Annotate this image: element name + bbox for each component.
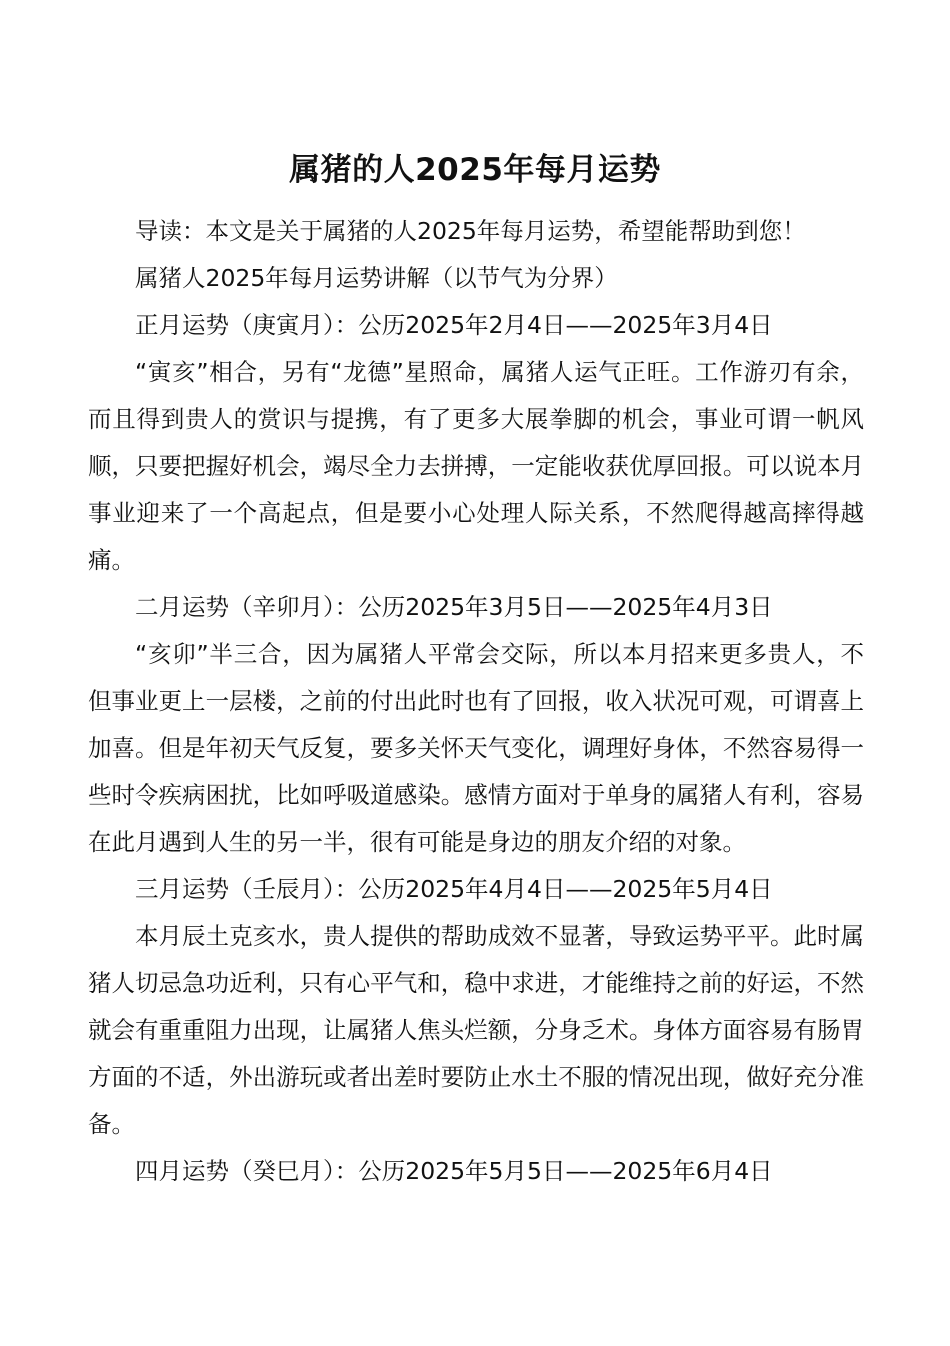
section-heading-month-1: 正月运势（庚寅月）：公历2025年2月4日——2025年3月4日 bbox=[135, 311, 773, 339]
subtitle-paragraph: 属猪人2025年每月运势讲解（以节气为分界） bbox=[135, 264, 618, 292]
intro-paragraph: 导读：本文是关于属猪的人2025年每月运势，希望能帮助到您！ bbox=[135, 217, 806, 245]
section-body-month-2: “亥卯”半三合，因为属猪人平常会交际，所以本月招来更多贵人，不但事业更上一层楼，之前的付出此时也有了回报，收入状况可观，可谓喜上加喜。但是年初天气反复，要多关怀天气变化，调理好身体，不然容易得一些时令疾病困扰，比如呼吸道感染。感情方面对于单身的属猪人有利，容易在此月遇到人生的另一半，很有可能是身边的朋友介绍的对象。 bbox=[88, 640, 864, 856]
section-heading-month-3: 三月运势（壬辰月）：公历2025年4月4日——2025年5月4日 bbox=[135, 875, 773, 903]
document-title: 属猪的人2025年每月运势 bbox=[289, 152, 661, 188]
document-body bbox=[88, 208, 864, 1195]
section-heading-month-4: 四月运势（癸巳月）：公历2025年5月5日——2025年6月4日 bbox=[135, 1157, 773, 1185]
section-body-month-1: “寅亥”相合，另有“龙德”星照命，属猪人运气正旺。工作游刃有余，而且得到贵人的赏识与提携，有了更多大展拳脚的机会，事业可谓一帆风顺，只要把握好机会，竭尽全力去拼搏，一定能收获优厚回报。可以说本月事业迎来了一个高起点，但是要小心处理人际关系，不然爬得越高摔得越痛。 bbox=[88, 358, 864, 574]
section-body-month-3: 本月辰土克亥水，贵人提供的帮助成效不显著，导致运势平平。此时属猪人切忌急功近利，只有心平气和，稳中求进，才能维持之前的好运，不然就会有重重阻力出现，让属猪人焦头烂额，分身乏术。身体方面容易有肠胃方面的不适，外出游玩或者出差时要防止水土不服的情况出现，做好充分准备。 bbox=[88, 922, 864, 1138]
section-heading-month-2: 二月运势（辛卯月）：公历2025年3月5日——2025年4月3日 bbox=[135, 593, 773, 621]
